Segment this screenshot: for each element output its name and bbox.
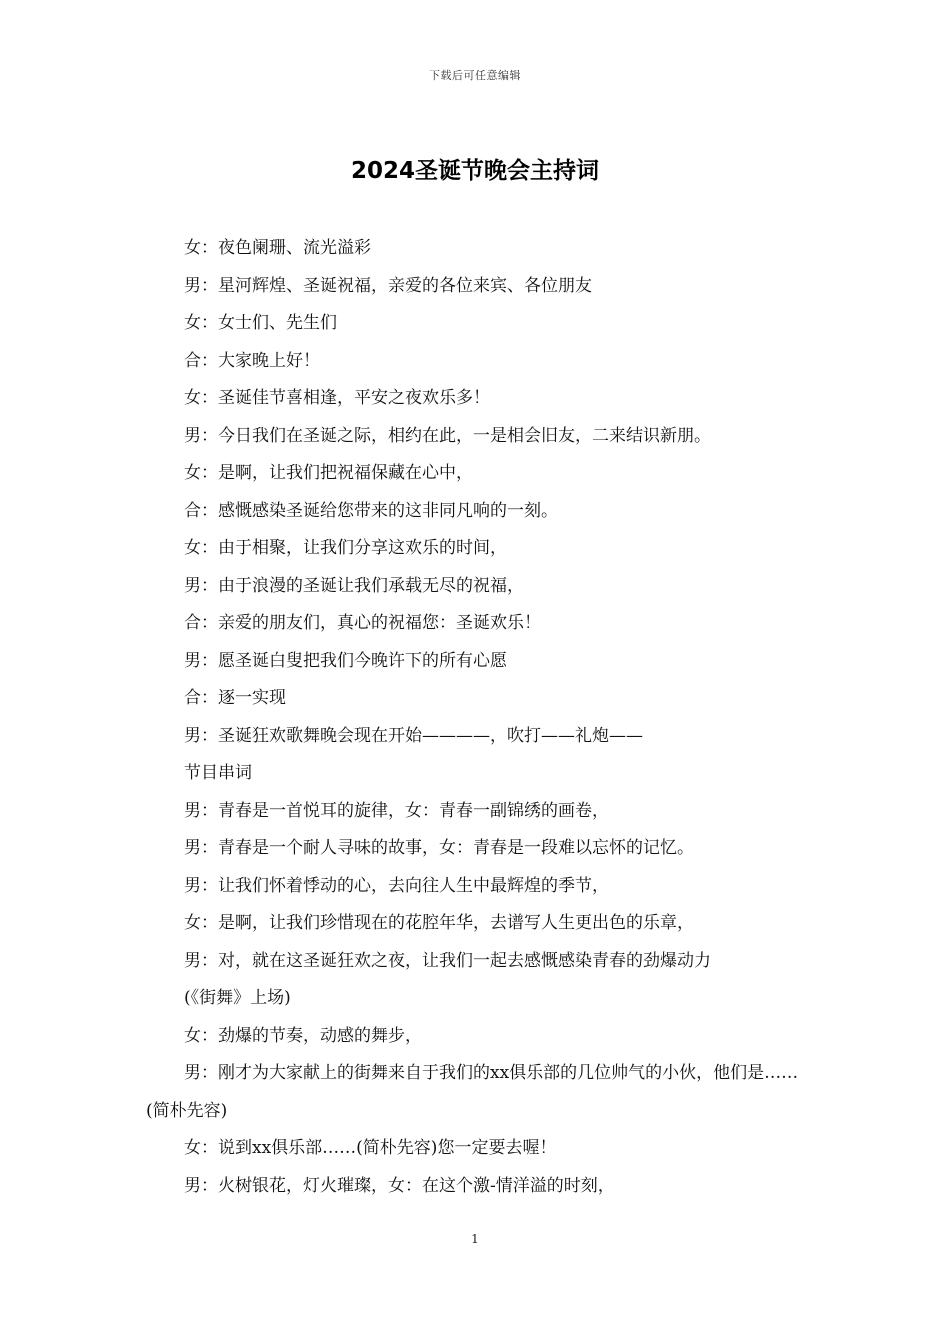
- page-number: 1: [471, 1232, 479, 1246]
- paragraph: 男：由于浪漫的圣诞让我们承载无尽的祝福，: [184, 575, 524, 596]
- paragraph: 合：亲爱的朋友们，真心的祝福您：圣诞欢乐！: [184, 613, 541, 633]
- paragraph: 女：是啊，让我们珍惜现在的花腔年华，去谱写人生更出色的乐章，: [184, 913, 694, 933]
- paragraph: 男：圣诞狂欢歌舞晚会现在开始————，吹打——礼炮——: [184, 725, 643, 746]
- paragraph: 女：说到xx俱乐部……(简朴先容)您一定要去喔！: [184, 1138, 557, 1158]
- paragraph: 合：逐一实现: [184, 688, 286, 708]
- paragraph: 女：夜色阑珊、流光溢彩: [184, 238, 371, 258]
- paragraph: 男：愿圣诞白叟把我们今晚许下的所有心愿: [184, 650, 507, 671]
- paragraph: 男：青春是一个耐人寻味的故事，女：青春是一段难以忘怀的记忆。: [184, 838, 694, 858]
- page-header: 下载后可任意编辑: [429, 69, 521, 82]
- paragraph: 女：劲爆的节奏，动感的舞步，: [184, 1025, 422, 1046]
- document-body: [146, 230, 810, 1205]
- paragraph: 男：星河辉煌、圣诞祝福，亲爱的各位来宾、各位朋友: [184, 275, 592, 296]
- paragraph: 合：感慨感染圣诞给您带来的这非同凡响的一刻。: [184, 500, 558, 521]
- paragraph: 女：是啊，让我们把祝福保藏在心中，: [184, 463, 473, 483]
- paragraph: 男：对，就在这圣诞狂欢之夜，让我们一起去感慨感染青春的劲爆动力: [184, 950, 711, 971]
- paragraph: 合：大家晚上好！: [184, 350, 320, 371]
- stage-direction: (《街舞》上场): [184, 988, 291, 1008]
- paragraph: 男：刚才为大家献上的街舞来自于我们的xx俱乐部的几位帅气的小伙，他们是……(简朴先容): [146, 1063, 799, 1121]
- paragraph: 女：由于相聚，让我们分享这欢乐的时间，: [184, 538, 507, 558]
- paragraph: 男：火树银花，灯火璀璨，女：在这个激-情洋溢的时刻，: [184, 1175, 615, 1196]
- section-heading: 节目串词: [184, 763, 252, 783]
- document-title: 2024圣诞节晚会主持词: [350, 158, 599, 184]
- paragraph: 女：女士们、先生们: [184, 313, 337, 333]
- paragraph: 女：圣诞佳节喜相逢，平安之夜欢乐多！: [184, 388, 490, 408]
- paragraph: 男：青春是一首悦耳的旋律，女：青春一副锦绣的画卷，: [184, 800, 609, 821]
- paragraph: 男：让我们怀着悸动的心，去向往人生中最辉煌的季节，: [184, 875, 609, 896]
- paragraph: 男：今日我们在圣诞之际，相约在此，一是相会旧友，二来结识新朋。: [184, 425, 711, 446]
